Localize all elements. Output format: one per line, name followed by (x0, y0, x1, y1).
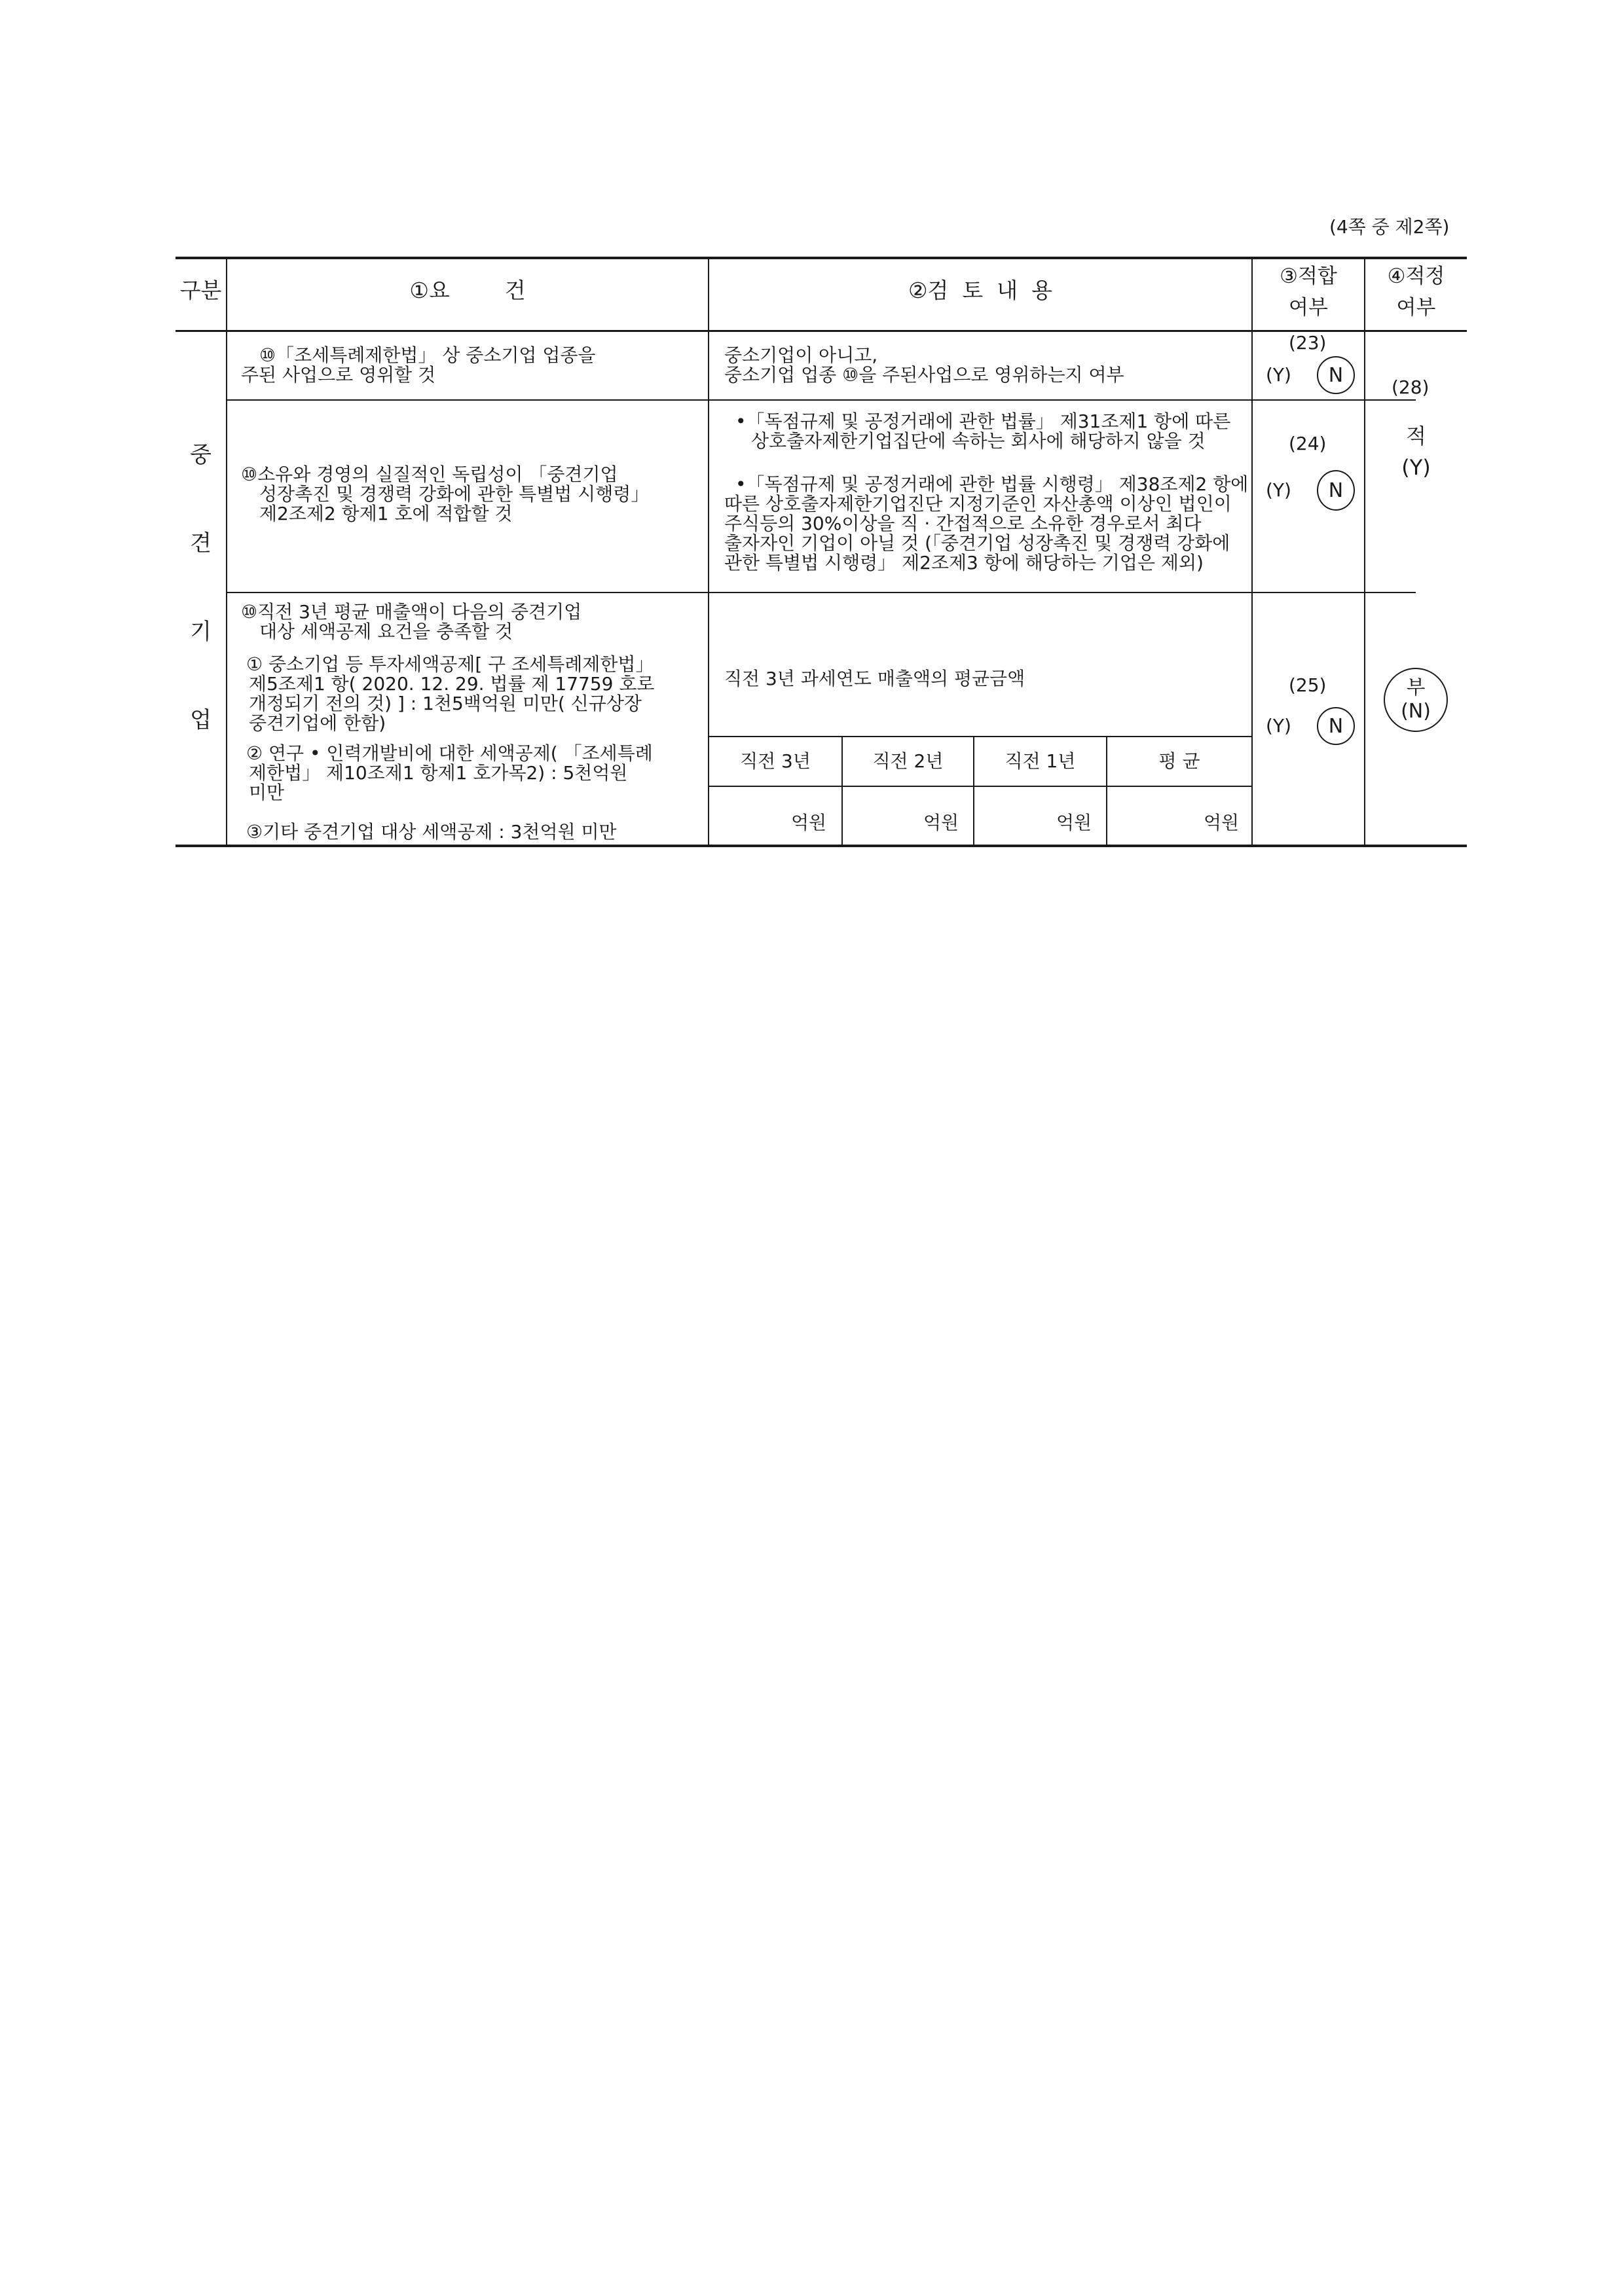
row108-review-b: •「독점규제 및 공정거래에 관한 법률 시행령」 제38조제2 항에 따른 상호출자제한기업진단 지정기준인 자산총액 이상인 법인이 주식등의 30%이상을 직 · 간접적으로 소유한 경우로서 최다 출자자인 기업이 아닐 것 (「중견기업 성장촉진 및 경쟁력 강화에 관한 특별법 시행령」 제2조제3 항에 해당하는 기업은 제외) (724, 473, 1249, 574)
header-requirement: ①요 건 (409, 278, 526, 303)
row-divider (226, 592, 1416, 593)
proper-no-circled (1384, 668, 1448, 732)
category-label: 중 견 기 업 (190, 442, 212, 733)
sales-col-1y: 직전 1년 (1005, 750, 1076, 772)
header-fit: ③적합 여부 (1280, 264, 1337, 319)
sales-unit-avg: 억원 (1204, 812, 1240, 833)
header-category: 구분 (179, 278, 222, 303)
col-divider (226, 257, 227, 847)
table-bottom-border (175, 845, 1467, 847)
row107-fit-no-circled (1317, 356, 1355, 394)
sales-unit-2y: 억원 (923, 812, 959, 833)
row109-fit-yes: (Y) (1266, 715, 1291, 737)
col-divider (1364, 257, 1365, 847)
subtable-divider (708, 736, 1251, 737)
row108-fit-yes: (Y) (1266, 479, 1291, 501)
proper-number: (28) (1392, 376, 1430, 398)
review-table (175, 257, 1467, 847)
sales-col-avg: 평 균 (1158, 750, 1200, 772)
header-bottom-border (175, 330, 1467, 332)
sales-col-2y: 직전 2년 (872, 750, 944, 772)
sales-unit-3y: 억원 (791, 812, 827, 833)
row109-fit-number: (25) (1289, 674, 1327, 696)
table-top-border (175, 257, 1467, 259)
row108-fit-number: (24) (1289, 433, 1327, 454)
row107-review: 중소기업이 아니고, 중소기업 업종 ⑩을 주된사업으로 영위하는지 여부 (724, 344, 1124, 386)
header-proper: ④적정 여부 (1387, 264, 1445, 319)
row108-requirement: ⑩소유와 경영의 실질적인 독립성이 「중견기업 성장촉진 및 경쟁력 강화에 관한 특별법 시행령」 제2조제2 항제1 호에 적합할 것 (241, 464, 650, 524)
sales-unit-1y: 억원 (1056, 812, 1092, 833)
row108-fit-no-circled (1317, 470, 1355, 511)
row109-fit-no-label: N (1328, 714, 1344, 738)
row109-item1: ① 중소기업 등 투자세액공제[ 구 조세특례제한법」 제5조제1 항( 2020. 12. 29. 법률 제 17759 호로 개정되기 전의 것) ] : 1천5백억원 미만( 신규상장 중견기업에 한함) (246, 653, 655, 734)
page-number: (4쪽 중 제2쪽) (1329, 216, 1450, 238)
row-divider (226, 399, 1416, 401)
row107-fit-no-label: N (1328, 363, 1344, 387)
header-review: ②검 토 내 용 (908, 278, 1053, 303)
row109-fit-no-circled (1317, 707, 1355, 745)
row107-fit-number: (23) (1289, 332, 1327, 354)
row107-fit-yes: (Y) (1266, 364, 1291, 386)
row107-requirement: ⑩「조세특례제한법」 상 중소기업 업종을 주된 사업으로 영위할 것 (241, 344, 596, 386)
sales-col-3y: 직전 3년 (740, 750, 811, 772)
proper-yes-label: 적 (Y) (1401, 424, 1431, 480)
row109-item2: ② 연구 • 인력개발비에 대한 세액공제( 「조세특례 제한법」 제10조제1 항제1 호가목2) : 5천억원 미만 (246, 742, 653, 803)
row109-review: 직전 3년 과세연도 매출액의 평균금액 (724, 668, 1025, 689)
proper-no-label: 부 (1406, 676, 1426, 699)
row109-item3: ③기타 중견기업 대상 세액공제 : 3천억원 미만 (246, 821, 617, 843)
row108-review-a: •「독점규제 및 공정거래에 관한 법률」 제31조제1 항에 따른 상호출자제한기업집단에 속하는 회사에 해당하지 않을 것 (735, 410, 1231, 452)
col-divider (1251, 257, 1253, 847)
row108-fit-no-label: N (1328, 479, 1344, 502)
row109-requirement: ⑩직전 3년 평균 매출액이 다음의 중견기업 대상 세액공제 요건을 충족할 것 (241, 601, 582, 642)
subtable-divider (708, 786, 1251, 787)
proper-no-code: (N) (1401, 700, 1431, 723)
